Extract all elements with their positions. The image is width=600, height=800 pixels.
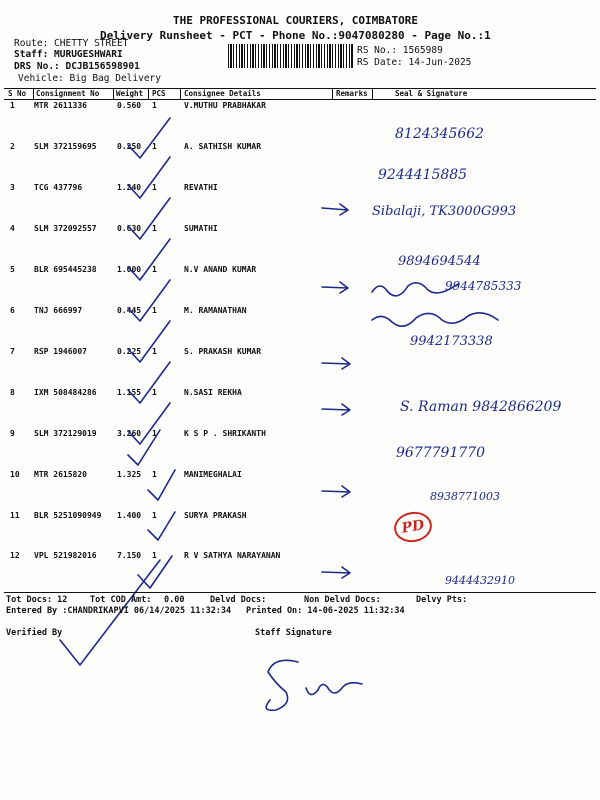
table-row [4,101,596,142]
column-divider [180,89,181,99]
vehicle-label: Vehicle: Big Bag Delivery [18,73,161,84]
row-weight: 1.400 [117,511,142,520]
row-weight: 0.630 [117,224,142,233]
row-consignment: BLR 5251090949 [34,511,102,520]
table-row [4,470,596,511]
handwritten-note: Sibalaji, TK3000G993 [372,204,517,219]
row-consignee: MANIMEGHALAI [184,470,242,479]
table-header-rule [4,99,596,100]
row-consignment: MTR 2611336 [34,101,87,110]
row-consignee: M. RAMANATHAN [184,306,247,315]
row-consignee: V.MUTHU PRABHAKAR [184,101,266,110]
pd-stamp: PD [392,509,435,545]
row-consignment: MTR 2615820 [34,470,87,479]
row-pcs: 1 [152,183,157,192]
row-consignee: N.V ANAND KUMAR [184,265,257,274]
table-row [4,347,596,388]
non-delivered-docs: Non Delvd Docs: [304,595,381,605]
table-row [4,429,596,470]
row-consignment: RSP 1946007 [34,347,87,356]
row-consignee: A. SATHISH KUMAR [184,142,262,151]
row-pcs: 1 [152,101,157,110]
row-sno: 8 [10,388,15,397]
column-header-seal: Seal & Signature [395,89,468,98]
column-divider [113,89,114,99]
row-consignee: S. PRAKASH KUMAR [184,347,262,356]
table-row [4,142,596,183]
row-weight: 0.445 [117,306,142,315]
handwritten-note: 9944785333 [445,279,522,293]
row-pcs: 1 [152,429,157,438]
barcode [228,44,353,68]
row-consignment: VPL 521982016 [34,551,97,560]
row-sno: 10 [10,470,20,479]
row-weight: 3.260 [117,429,142,438]
column-header-consignment: Consignment No [36,89,100,98]
column-header-remarks: Remarks [336,89,368,98]
handwritten-note: 9444432910 [445,574,515,587]
company-title: THE PROFESSIONAL COURIERS, COIMBATORE [173,14,419,27]
handwritten-note: 9244415885 [378,167,468,183]
row-sno: 9 [10,429,15,438]
handwritten-note: S. Raman 9842866209 [400,399,562,415]
row-consignment: TNJ 666997 [34,306,83,315]
drs-label: DRS No.: DCJB156598901 [14,61,140,72]
runsheet-title: Delivery Runsheet - PCT - Phone No.:9047080280 - Page No.:1 [100,29,491,42]
row-pcs: 1 [152,224,157,233]
row-pcs: 1 [152,511,157,520]
row-pcs: 1 [152,142,157,151]
delivered-docs: Delvd Docs: [210,595,267,605]
row-pcs: 1 [152,388,157,397]
row-weight: 0.560 [117,101,142,110]
row-consignment: IXM 508484286 [34,388,97,397]
row-sno: 5 [10,265,15,274]
table-row [4,306,596,347]
column-header-weight: Weight [116,89,144,98]
row-consignment: SLM 372159695 [34,142,97,151]
rs-date: RS Date: 14-Jun-2025 [357,57,472,68]
row-consignee: SURYA PRAKASH [184,511,247,520]
handwritten-note: 8124345662 [395,126,485,142]
entered-by: Entered By :CHANDRIKAPVI 06/14/2025 11:32:34 [6,606,232,616]
column-divider [372,89,373,99]
row-consignee: K S P . SHRIKANTH [184,429,266,438]
handwritten-note: 8938771003 [430,490,500,503]
delivery-points: Delvy Pts: [416,595,468,605]
verified-by-label: Verified By [6,628,63,638]
column-header-pcs: PCS [152,89,166,98]
row-sno: 12 [10,551,20,560]
row-sno: 11 [10,511,20,520]
handwritten-note: 9677791770 [396,445,486,461]
row-pcs: 1 [152,265,157,274]
row-weight: 1.240 [117,183,142,192]
handwritten-note: 9942173338 [410,334,493,349]
row-pcs: 1 [152,306,157,315]
rs-number: RS No.: 1565989 [357,45,443,56]
row-consignment: TCG 437796 [34,183,83,192]
column-header-sno: S No [8,89,27,98]
row-sno: 3 [10,183,15,192]
total-cod-label: Tot COD Amt: [90,595,152,605]
row-sno: 4 [10,224,15,233]
staff-signature-scribble [266,660,362,710]
row-consignee: R V SATHYA NARAYANAN [184,551,281,560]
table-bottom-rule [4,592,596,593]
row-pcs: 1 [152,347,157,356]
row-consignment: SLM 372129019 [34,429,97,438]
table-row [4,511,596,552]
total-cod-value: 0.00 [164,595,185,605]
row-consignment: SLM 372092557 [34,224,97,233]
staff-label: Staff: MURUGESHWARI [14,49,123,60]
row-sno: 7 [10,347,15,356]
printed-on: Printed On: 14-06-2025 11:32:34 [246,606,405,616]
column-divider [148,89,149,99]
row-pcs: 1 [152,551,157,560]
row-consignee: SUMATHI [184,224,218,233]
row-weight: 0.250 [117,142,142,151]
route-label: Route: CHETTY STREET [14,38,129,49]
row-consignee: N.SASI REKHA [184,388,242,397]
row-weight: 1.155 [117,388,142,397]
row-consignment: BLR 695445238 [34,265,97,274]
handwritten-note: 9894694544 [398,254,481,269]
column-header-consignee: Consignee Details [184,89,261,98]
column-divider [33,89,34,99]
row-pcs: 1 [152,470,157,479]
row-weight: 1.325 [117,470,142,479]
table-row [4,224,596,265]
row-consignee: REVATHI [184,183,218,192]
row-weight: 7.150 [117,551,142,560]
column-divider [332,89,333,99]
row-weight: 0.225 [117,347,142,356]
row-weight: 1.000 [117,265,142,274]
row-sno: 2 [10,142,15,151]
row-sno: 1 [10,101,15,110]
staff-signature-label: Staff Signature [255,628,332,638]
row-sno: 6 [10,306,15,315]
total-docs: Tot Docs: 12 [6,595,68,605]
